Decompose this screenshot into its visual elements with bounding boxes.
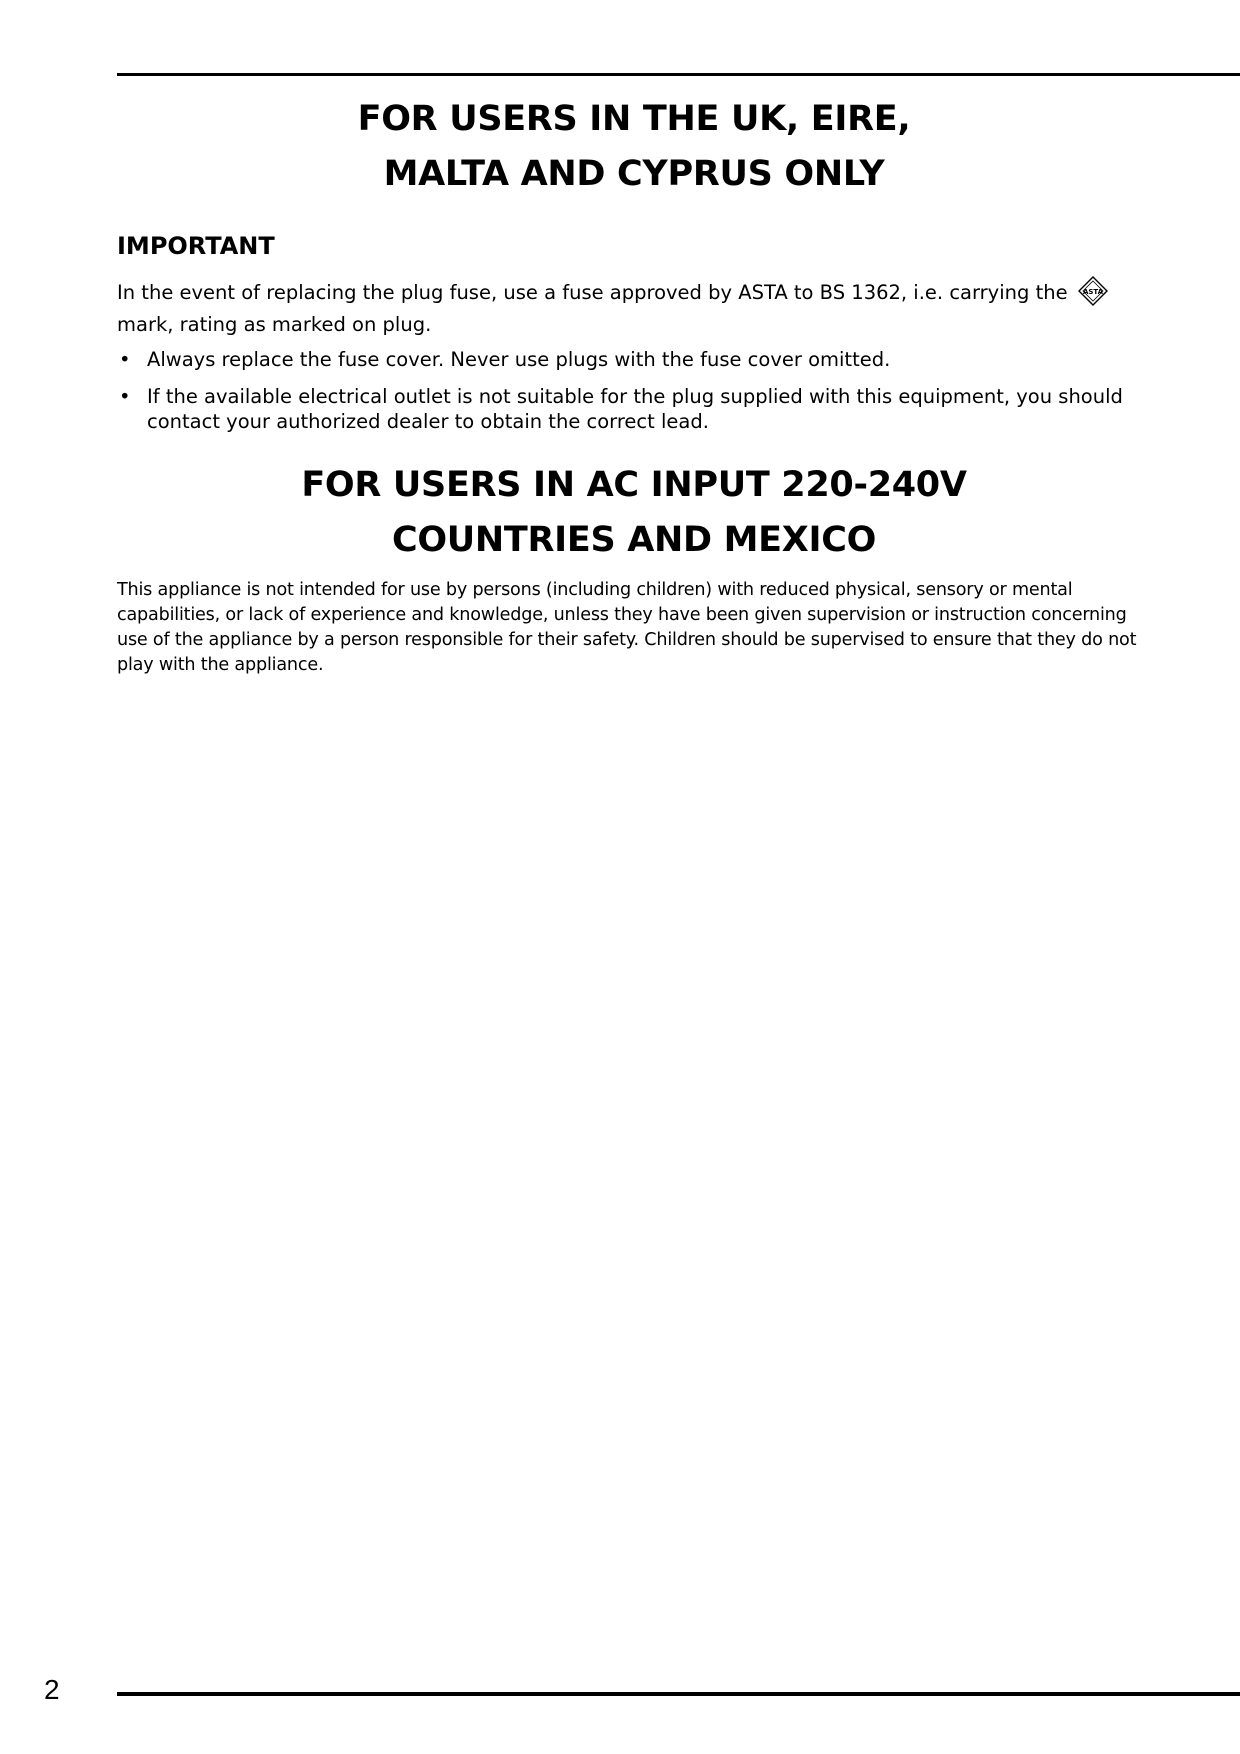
fuse-paragraph bbox=[117, 276, 1127, 341]
bullet-dot: • bbox=[119, 385, 131, 408]
bullet-dot: • bbox=[119, 348, 131, 371]
bullet-text: Always replace the fuse cover. Never use plugs with the fuse cover omitted. bbox=[147, 348, 891, 371]
list-item bbox=[117, 347, 1137, 372]
top-rule bbox=[117, 73, 1240, 76]
uk-title-line-2: MALTA AND CYPRUS ONLY bbox=[383, 154, 885, 194]
fuse-text-after: mark, rating as marked on plug. bbox=[117, 313, 432, 336]
ac-title-line-1: FOR USERS IN AC INPUT 220-240V bbox=[301, 465, 967, 505]
asta-mark-icon bbox=[1078, 276, 1108, 306]
ac-section-title bbox=[117, 458, 1151, 568]
appliance-notice-paragraph: This appliance is not intended for use by persons (including children) with reduced physical, sensory or mental capabilities, or lack of experience and knowledge, unless they have been given supervision or instruction concerning use of the appliance by a person responsible for their safety. Children should be supervised to ensure that they do not play with the appliance. bbox=[117, 580, 1137, 675]
list-item bbox=[117, 384, 1137, 434]
fuse-text-before: In the event of replacing the plug fuse, use a fuse approved by ASTA to BS 1362, i.e. carrying the bbox=[117, 281, 1068, 304]
asta-mark-label: ASTA bbox=[1082, 288, 1103, 296]
uk-bullet-list bbox=[117, 347, 1137, 446]
page-number: 2 bbox=[44, 1674, 60, 1705]
ac-title-line-2: COUNTRIES AND MEXICO bbox=[391, 520, 877, 560]
important-heading: IMPORTANT bbox=[117, 232, 275, 260]
uk-section-title bbox=[117, 92, 1151, 202]
uk-title-line-1: FOR USERS IN THE UK, EIRE, bbox=[357, 99, 911, 139]
bullet-text: If the available electrical outlet is not suitable for the plug supplied with this equipment, you should contact your authorized dealer to obtain the correct lead. bbox=[147, 385, 1123, 433]
bottom-rule bbox=[117, 1692, 1240, 1696]
